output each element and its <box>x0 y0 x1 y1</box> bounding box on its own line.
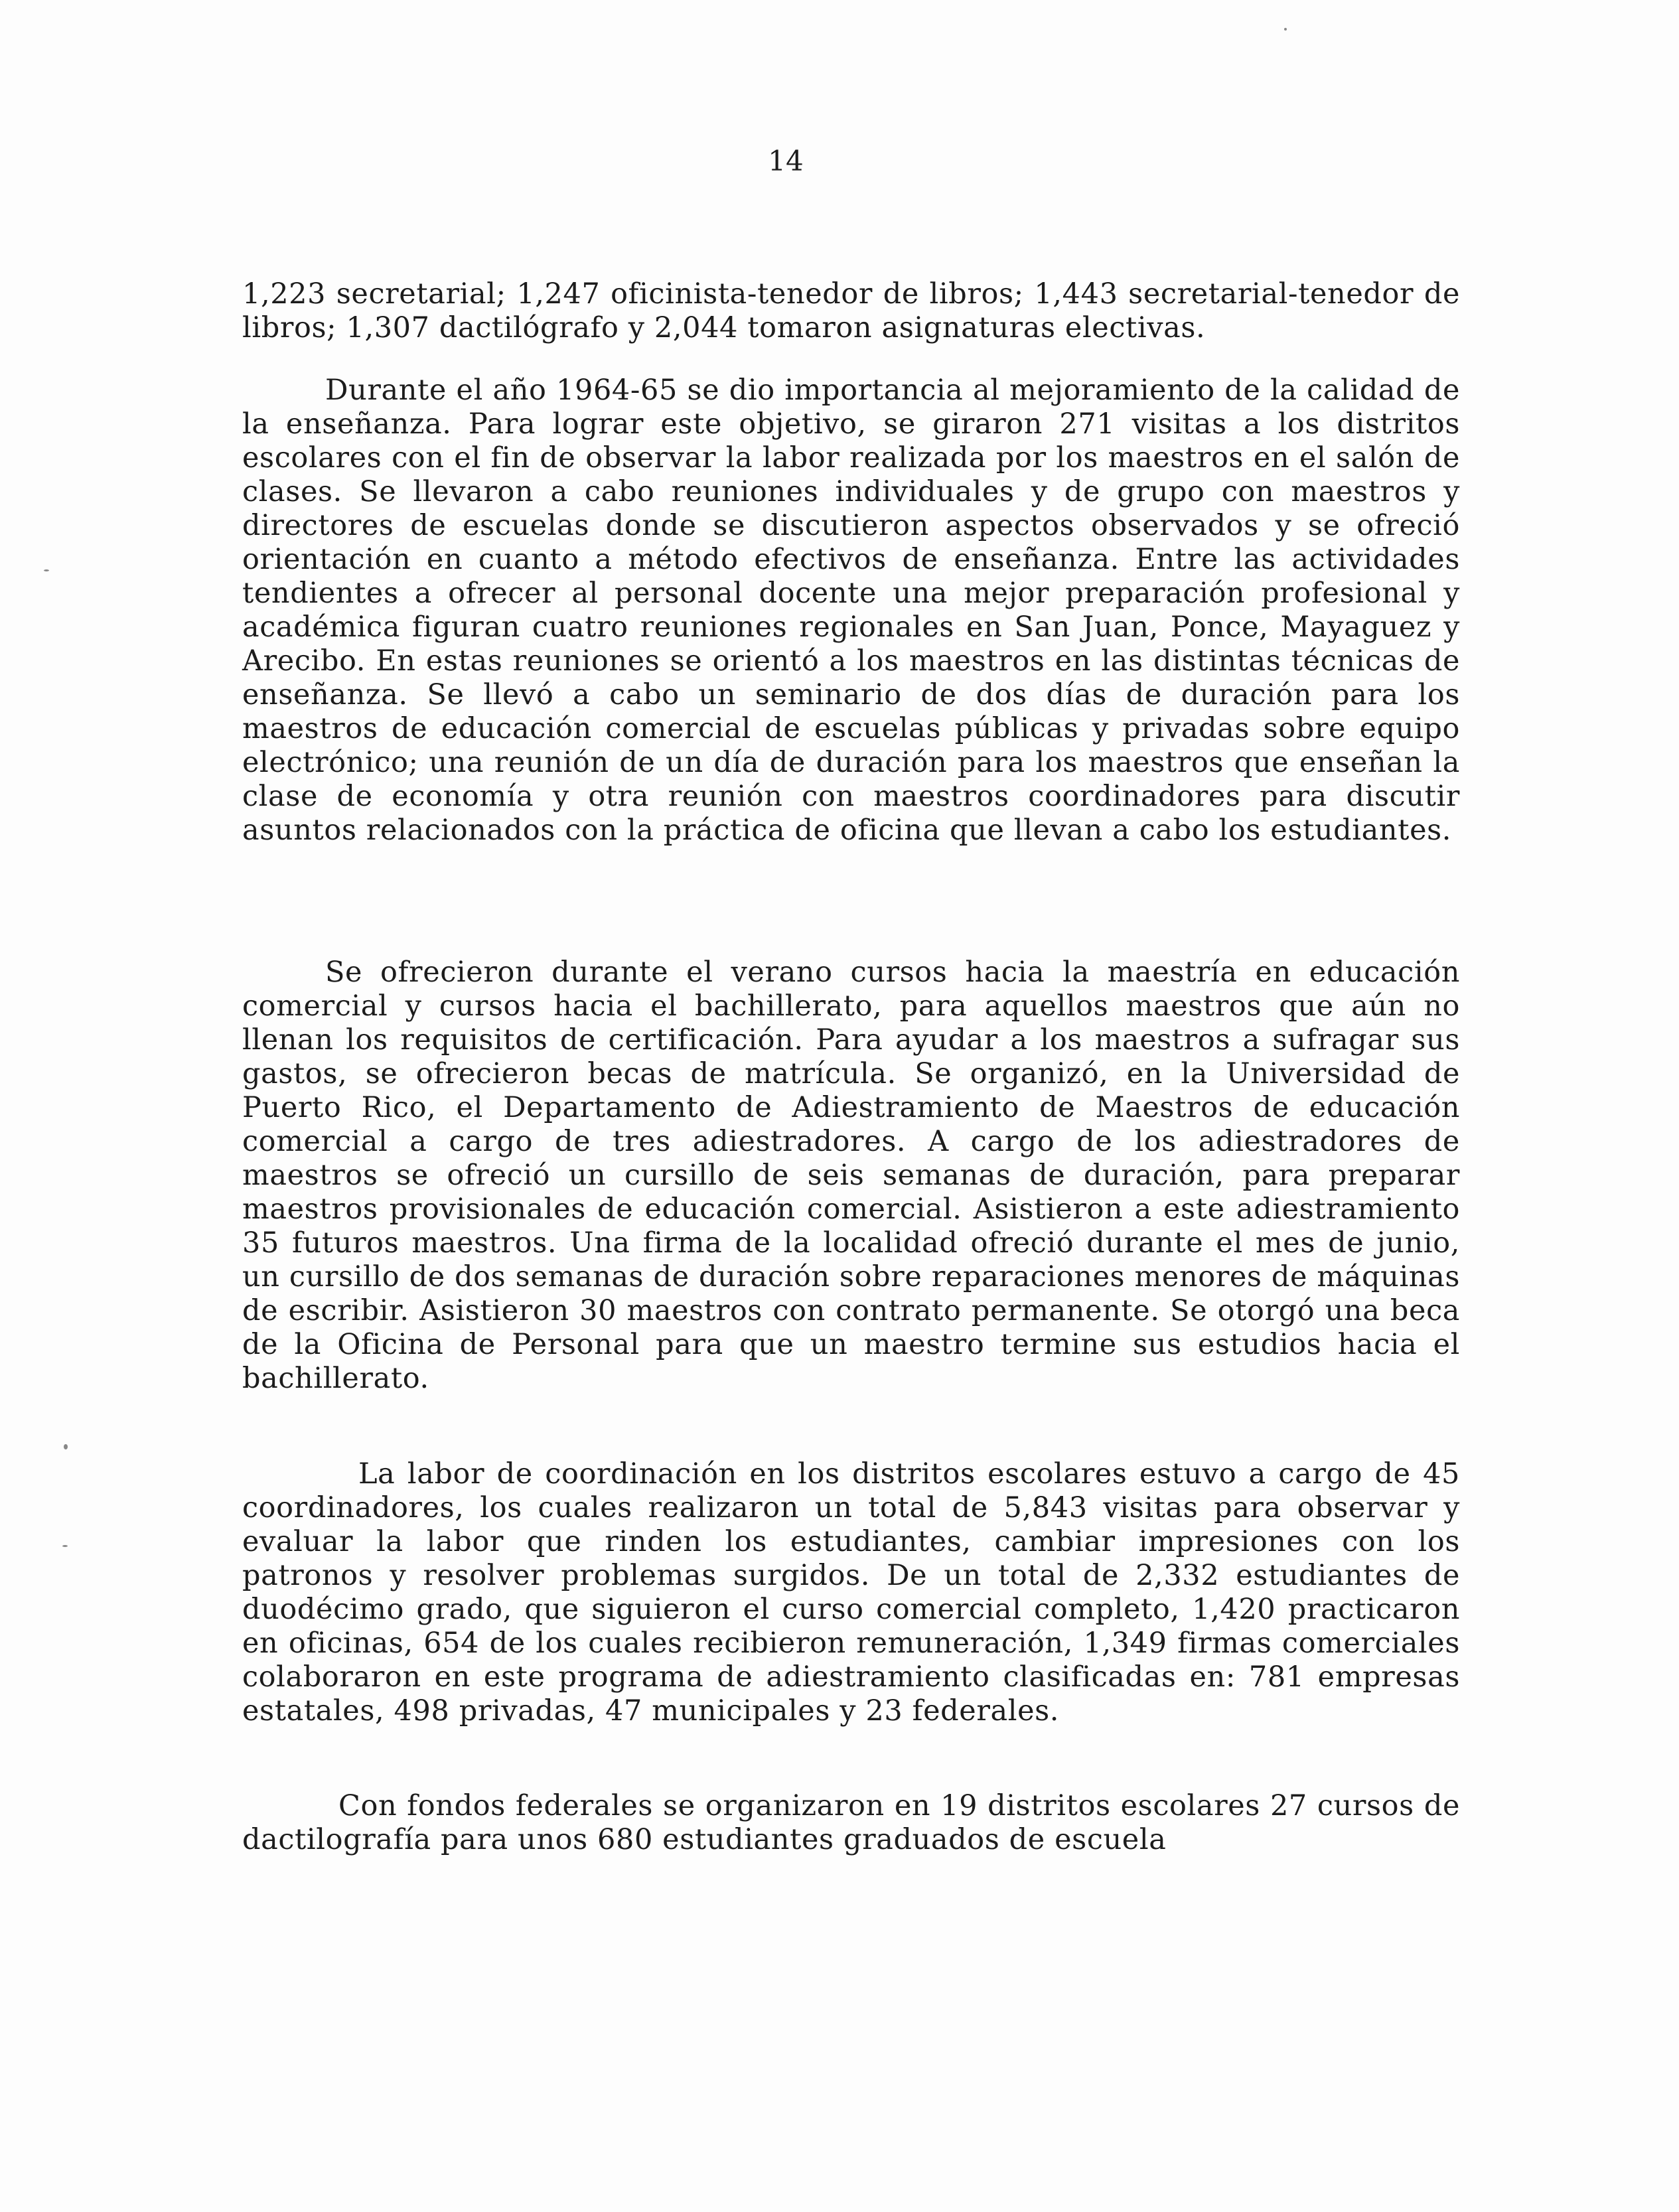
scan-speck <box>1284 28 1287 31</box>
scan-speck <box>44 569 49 571</box>
paragraph-enrollment-by-course: 1,223 secretarial; 1,247 oficinista-tenedor de libros; 1,443 secretarial-tenedor de libros; 1,307 dactilógrafo y 2,044 tomaron asignaturas electivas. <box>242 277 1460 344</box>
scan-speck <box>64 1444 68 1449</box>
paragraph-coordination: La labor de coordinación en los distritos escolares estuvo a cargo de 45 coordinadores, los cuales realizaron un total de 5,843 visitas para observar y evaluar la labor que rinden los estudiantes, cambiar impresiones con los patronos y resolver problemas surgidos. De un total de 2,332 estudiantes de duodécimo grado, que siguieron el curso comercial completo, 1,420 practicaron en oficinas, 654 de los cuales recibieron remuneración, 1,349 firmas comerciales colaboraron en este programa de adiestramiento clasificadas en: 781 empresas estatales, 498 privadas, 47 municipales y 23 federales. <box>242 1457 1460 1728</box>
paragraph-summer-courses: Se ofrecieron durante el verano cursos hacia la maestría en educación comercial y cursos hacia el bachillerato, para aquellos maestros que aún no llenan los requisitos de certificación. Para ayudar a los maestros a sufragar sus gastos, se ofrecieron becas de matrícula. Se organizó, en la Universidad de Puerto Rico, el Departamento de Adiestramiento de Maestros de educación comercial a cargo de tres adiestradores. A cargo de los adiestradores de maestros se ofreció un cursillo de seis semanas de duración, para preparar maestros provisionales de educación comercial. Asistieron a este adiestramiento 35 futuros maestros. Una firma de la localidad ofreció durante el mes de junio, un cursillo de dos semanas de duración sobre reparaciones menores de máquinas de escribir. Asistieron 30 maestros con contrato permanente. Se otorgó una beca de la Oficina de Personal para que un maestro termine sus estudios hacia el bachillerato. <box>242 956 1460 1395</box>
scan-speck <box>62 1545 68 1547</box>
paragraph-federal-funds: Con fondos federales se organizaron en 19 distritos escolares 27 cursos de dactilografía para unos 680 estudiantes graduados de escuela <box>242 1789 1460 1856</box>
paragraph-teaching-quality: Durante el año 1964-65 se dio importancia al mejoramiento de la calidad de la enseñanza. Para lograr este objetivo, se giraron 271 visitas a los distritos escolares con el fin de observar la labor realizada por los maestros en el salón de clases. Se llevaron a cabo reuniones individuales y de grupo con maestros y directores de escuelas donde se discutieron aspectos observados y se ofreció orientación en cuanto a método efectivos de enseñanza. Entre las actividades tendientes a ofrecer al personal docente una mejor preparación profesional y académica figuran cuatro reuniones regionales en San Juan, Ponce, Mayaguez y Arecibo. En estas reuniones se orientó a los maestros en las distintas técnicas de enseñanza. Se llevó a cabo un seminario de dos días de duración para los maestros de educación comercial de escuelas públicas y privadas sobre equipo electrónico; una reunión de un día de duración para los maestros que enseñan la clase de economía y otra reunión con maestros coordinadores para discutir asuntos relacionados con la práctica de oficina que llevan a cabo los estudiantes. <box>242 374 1460 847</box>
page-number: 14 <box>768 145 804 177</box>
